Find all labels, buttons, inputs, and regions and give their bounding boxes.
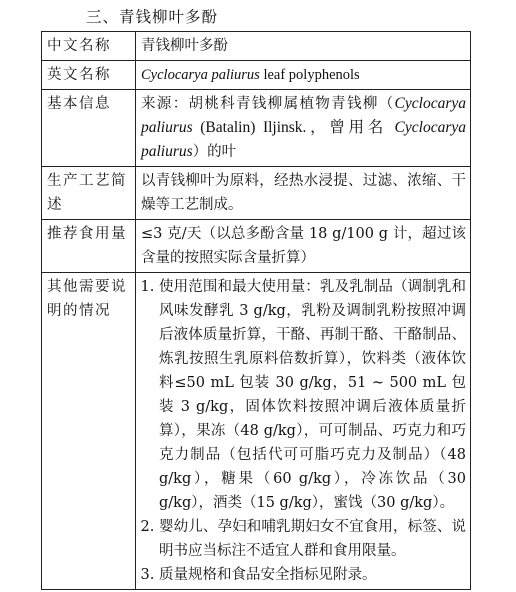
row-key: 生产工艺简述 [42,167,136,220]
row-value: 青钱柳叶多酚 [136,32,471,61]
latin-name: Cyclocarya paliurus [141,67,260,83]
table-row [42,167,471,220]
row-value [136,90,471,167]
latin-name: Cyclocarya paliurus [141,95,466,136]
section-title: 三、青钱柳叶多酚 [86,8,219,26]
info-table [41,31,471,590]
row-value: ≤3 克/天（以总多酚含量 18 g/100 g 计，超过该含量的按照实际含量折算） [136,220,471,273]
row-value: 以青钱柳叶为原料，经热水浸提、过滤、浓缩、干燥等工艺制成。 [136,167,471,220]
row-value [136,273,471,590]
table-row [42,220,471,273]
row-key: 基本信息 [42,90,136,167]
value-text: ）的叶 [192,144,237,160]
list-item: 3. 质量规格和食品安全指标见附录。 [159,563,466,587]
value-text: (Batalin) Iljinsk.，曾用名 [192,119,395,136]
row-key: 推荐食用量 [42,220,136,273]
table-row [42,32,471,61]
row-value [136,61,471,90]
value-text: 来源：胡桃科青钱柳属植物青钱柳（ [141,96,395,112]
list-item: 2. 婴幼儿、孕妇和哺乳期妇女不宜食用，标签、说明书应当标注不适宜人群和食用限量。 [159,515,466,563]
value-text: leaf polyphenols [259,67,360,83]
table-row [42,273,471,590]
row-key: 英文名称 [42,61,136,90]
table-row [42,61,471,90]
list-item: 1. 使用范围和最大使用量：乳及乳制品（调制乳和风味发酵乳 3 g/kg，乳粉及调制乳粉按照冲调后液体质量折算，干酪、再制干酪、干酪制品、炼乳按照生乳原料倍数折算），饮料类（液体饮料≤50 mL 包装 30 g/kg，51 ~ 500 mL 包装 3 g/kg，固体饮料按照冲调后液体质量折算），果冻（48 g/kg），可可制品、巧克力和巧克力制品（包括代可可脂巧克力及制品）（48 g/kg），糖果（60 g/kg），冷冻饮品（30 g/kg），酒类（15 g/kg），蜜饯（30 g/kg）。 [159,275,466,515]
row-key: 中文名称 [42,32,136,61]
latin-name: Cyclocarya paliurus [141,119,466,160]
table-row [42,90,471,167]
notes-list [141,275,466,587]
row-key: 其他需要说明的情况 [42,273,136,590]
